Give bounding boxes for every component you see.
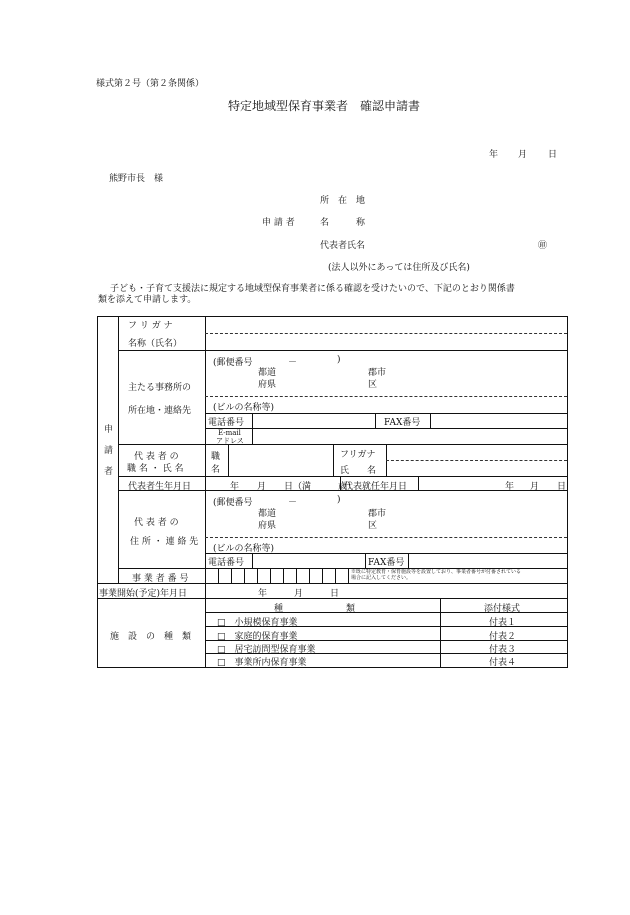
applicant-v-2: 請 xyxy=(104,446,114,456)
address-label: 所 在 地 xyxy=(320,196,366,206)
page-title: 特定地域型保育事業者 確認申請書 xyxy=(228,99,421,113)
rep-phone-label: 電話番号 xyxy=(208,558,245,568)
rep-addr-label-2: 住 所 ・ 連 絡 先 xyxy=(130,537,199,547)
rep-postal-label: (郵便番号 xyxy=(213,498,253,508)
shoku-label: 職 xyxy=(211,452,221,462)
fax-label: FAX番号 xyxy=(384,418,421,428)
start-date-label: 事業開始(予定)年月日 xyxy=(99,589,188,599)
facility-row-type[interactable]: □ 事業所内保育事業 xyxy=(217,658,307,668)
postal-close: ) xyxy=(337,355,341,365)
rep-postal-close: ) xyxy=(337,495,341,505)
start-date-value: 年 月 日 xyxy=(258,589,340,599)
rep-building-label: (ビルの名称等) xyxy=(213,544,275,554)
col-type-header: 種 類 xyxy=(274,604,356,614)
rep-ku-label: 区 xyxy=(368,521,378,531)
name-field-label: 名称（氏名） xyxy=(128,339,183,349)
rep-birth-label: 代表者生年月日 xyxy=(128,482,192,492)
rep-gunshi-label: 郡市 xyxy=(368,509,387,519)
rep-label-1: 代 表 者 の xyxy=(134,452,179,462)
applicant-v-1: 申 xyxy=(104,425,114,435)
facility-row-type[interactable]: □ 小規模保育事業 xyxy=(217,618,298,628)
ku-label: 区 xyxy=(368,380,378,390)
postal-dash: － xyxy=(288,358,298,368)
applicant-v-3: 者 xyxy=(104,467,114,477)
addressee: 熊野市長 様 xyxy=(109,174,164,184)
rep-postal-dash: － xyxy=(288,498,298,508)
rep-todo-label: 都道 xyxy=(258,509,277,519)
rep-label-2: 職 名 ・ 氏 名 xyxy=(127,464,184,474)
rep-birth-value: 年 月 日（満 歳） xyxy=(230,482,357,492)
seal-mark: ㊞ xyxy=(538,241,548,251)
fuken-label: 府県 xyxy=(258,380,277,390)
email-label-1: E-mail xyxy=(218,429,241,437)
facility-type-label: 施 設 の 種 類 xyxy=(110,632,192,642)
date-month: 月 xyxy=(518,150,528,160)
facility-row-type[interactable]: □ 家庭的保育事業 xyxy=(217,632,298,642)
todo-label: 都道 xyxy=(258,368,277,378)
representative-label: 代表者氏名 xyxy=(320,241,366,251)
form-number: 様式第２号（第２条関係） xyxy=(96,79,205,89)
date-year: 年 xyxy=(489,150,499,160)
building-label: (ビルの名称等) xyxy=(213,403,275,413)
applicant-role-label: 申 請 者 xyxy=(262,218,295,228)
gunshi-label: 郡市 xyxy=(368,368,387,378)
facility-row-attach: 付表１ xyxy=(489,618,517,628)
furigana-label: フ リ ガ ナ xyxy=(128,321,173,331)
postal-label: (郵便番号 xyxy=(213,358,253,368)
facility-row-attach: 付表４ xyxy=(489,658,517,668)
rep-term-label: 代表就任年月日 xyxy=(344,482,408,492)
intro-line-2: 類を添えて申請します。 xyxy=(98,295,197,305)
date-day: 日 xyxy=(548,150,558,160)
email-label-2: アドレス xyxy=(216,437,244,445)
rep-fax-label: FAX番号 xyxy=(368,558,405,568)
intro-line-1: 子ども・子育て支援法に規定する地域型保育事業者に係る確認を受けたいので、下記のとおり関係書 xyxy=(110,284,515,294)
term-year: 年 xyxy=(505,482,515,492)
operator-no-label: 事 業 者 番 号 xyxy=(132,574,189,584)
col-attach-header: 添付様式 xyxy=(484,604,521,614)
applicant-note: (法人以外にあっては住所及び氏名) xyxy=(328,263,470,273)
operator-note: ※既に特定教育・保育施設等を設置しており、事業者番号が付番されている場合に記入してください。 xyxy=(351,569,522,581)
term-month: 月 xyxy=(530,482,540,492)
facility-row-attach: 付表２ xyxy=(489,632,517,642)
office-label-2: 所在地・連絡先 xyxy=(128,406,192,416)
mei-label: 名 xyxy=(211,465,221,475)
shimei-label: 氏 名 xyxy=(340,466,377,476)
term-day: 日 xyxy=(557,482,567,492)
furigana2-label: フリガナ xyxy=(340,450,376,460)
rep-fuken-label: 府県 xyxy=(258,521,277,531)
facility-row-type[interactable]: □ 居宅訪問型保育事業 xyxy=(217,645,316,655)
phone-label: 電話番号 xyxy=(208,418,245,428)
facility-row-attach: 付表３ xyxy=(489,645,517,655)
office-label-1: 主たる事務所の xyxy=(128,383,192,393)
name-label: 名 称 xyxy=(320,218,366,228)
rep-addr-label-1: 代 表 者 の xyxy=(134,518,179,528)
